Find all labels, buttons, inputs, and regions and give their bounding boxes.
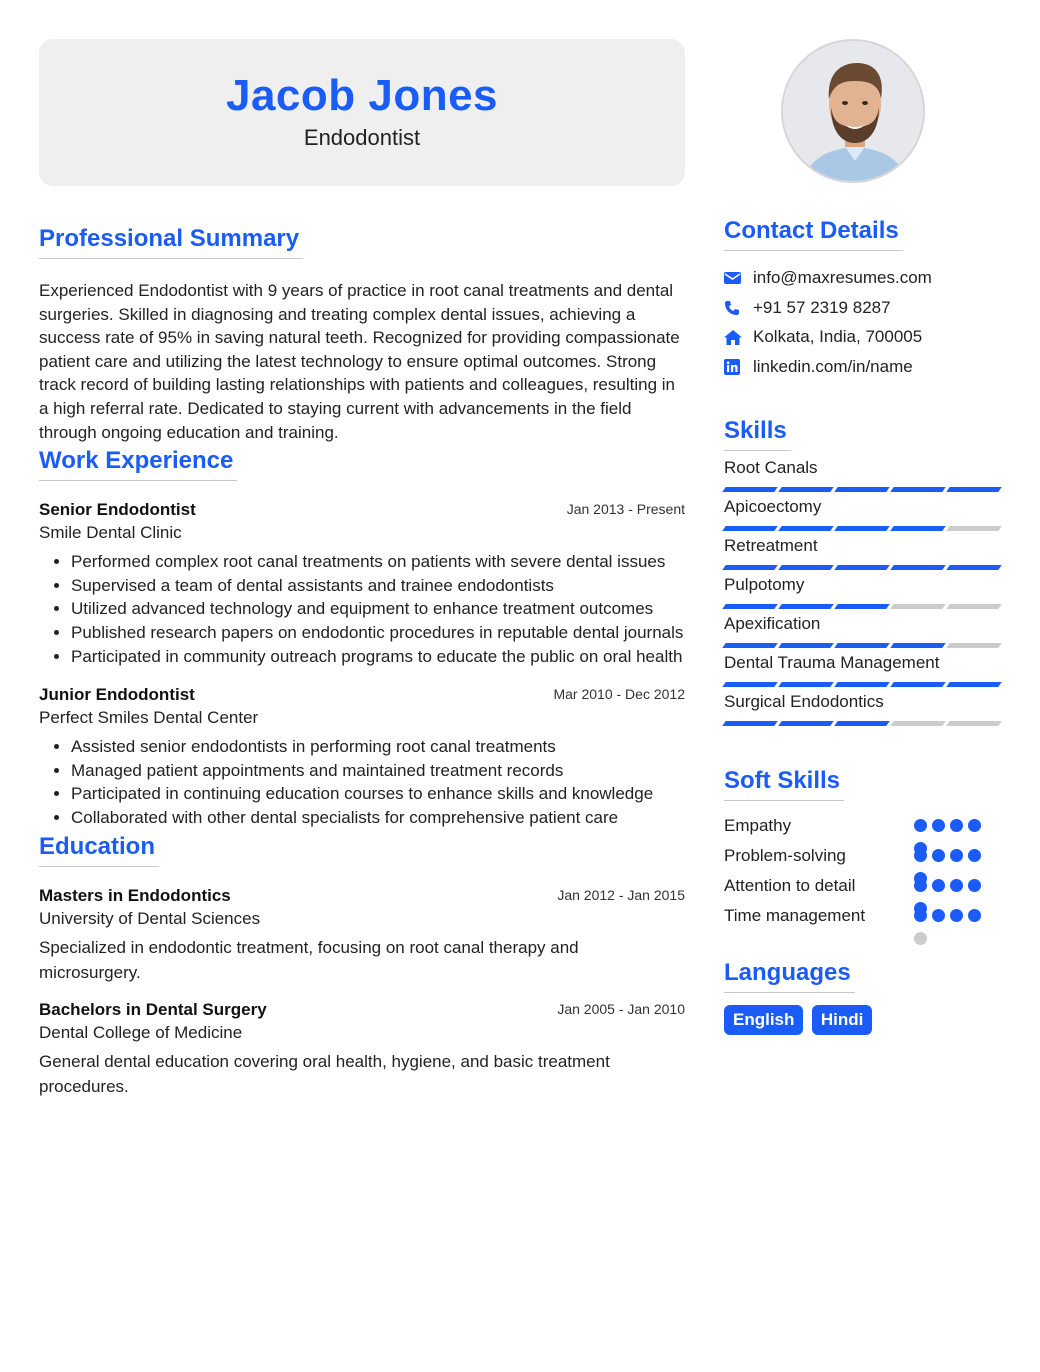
- education-heading: Education: [39, 833, 159, 867]
- contact-linkedin: [724, 352, 1004, 382]
- skill-level-segment: [778, 487, 834, 492]
- skill-level-segment: [834, 643, 890, 648]
- soft-skill-dot: [950, 849, 963, 862]
- job-company: Perfect Smiles Dental Center: [39, 708, 259, 728]
- contact-email: [724, 263, 1004, 293]
- language-pill: Hindi: [812, 1005, 873, 1035]
- phone-icon: [724, 300, 753, 316]
- soft-skill-name: Problem-solving: [724, 846, 846, 865]
- job-bullet: • Participated in continuing education courses to enhance skills and knowledge: [71, 782, 685, 806]
- soft-skill-dot: [968, 849, 981, 862]
- soft-skill-dot: [914, 932, 927, 945]
- skill-level-bars: [724, 526, 1004, 531]
- skill-level-segment: [778, 643, 834, 648]
- languages-heading: Languages: [724, 959, 855, 993]
- job-bullet: • Published research papers on endodontic procedures in reputable dental journals: [71, 621, 685, 645]
- skill-level-segment: [946, 604, 1002, 609]
- skill-item: [724, 613, 1004, 648]
- soft-skill-dot: [950, 879, 963, 892]
- soft-skill-dot: [914, 909, 927, 922]
- education-entry: [39, 999, 685, 1099]
- skill-item: [724, 457, 1004, 492]
- skill-level-segment: [946, 682, 1002, 687]
- soft-skill-item: [724, 875, 1004, 905]
- skill-level-bars: [724, 487, 1004, 492]
- skill-level-bars: [724, 721, 1004, 726]
- skill-level-segment: [834, 487, 890, 492]
- skill-level-segment: [890, 604, 946, 609]
- job-bullet: • Performed complex root canal treatments on patients with severe dental issues: [71, 550, 685, 574]
- language-pill: English: [724, 1005, 803, 1035]
- summary-text: Experienced Endodontist with 9 years of practice in root canal treatments and dental surgeries. Skilled in diagnosing and treating complex dental issues, achieving a success rate of 95% in saving natural teeth. Recognized for providing compassionate patient care and utilizing the latest technology to ensure optimal outcomes. Strong track record of building lasting relationships with patients and colleagues, resulting in a high referral rate. Dedicated to staying current with advancements in the field through ongoing education and training.: [39, 281, 680, 442]
- skill-level-segment: [890, 643, 946, 648]
- summary-heading: Professional Summary: [39, 225, 303, 259]
- skill-level-segment: [722, 487, 778, 492]
- skill-name: Surgical Endodontics: [724, 692, 884, 711]
- job-bullet: • Assisted senior endodontists in performing root canal treatments: [71, 735, 685, 759]
- job-entry: [39, 499, 685, 668]
- skill-name: Dental Trauma Management: [724, 653, 940, 672]
- education-description: Specialized in endodontic treatment, focusing on root canal therapy and microsurgery.: [39, 937, 579, 982]
- education-entry: [39, 885, 685, 985]
- soft-skill-dot: [968, 909, 981, 922]
- email-icon: [724, 271, 753, 285]
- skill-level-segment: [834, 721, 890, 726]
- skills-heading: Skills: [724, 417, 791, 451]
- soft-skill-dot: [950, 909, 963, 922]
- skill-level-segment: [890, 487, 946, 492]
- contact-phone: [724, 293, 1004, 323]
- skills-section: [724, 417, 1004, 730]
- profile-photo-illustration: [783, 41, 925, 183]
- soft-skill-dot: [932, 819, 945, 832]
- skills-list: [724, 457, 1004, 726]
- soft-skill-dot: [932, 909, 945, 922]
- soft-skill-dot: [968, 879, 981, 892]
- skill-level-segment: [890, 721, 946, 726]
- linkedin-icon: [724, 359, 753, 375]
- skill-level-segment: [778, 604, 834, 609]
- soft-skills-list: [724, 815, 1004, 935]
- contact-linkedin-text[interactable]: linkedin.com/in/name: [753, 356, 913, 376]
- degree: Masters in Endodontics: [39, 885, 231, 905]
- soft-skills-heading: Soft Skills: [724, 767, 844, 801]
- school: Dental College of Medicine: [39, 1022, 243, 1042]
- skill-level-segment: [722, 526, 778, 531]
- soft-skill-item: [724, 905, 1004, 935]
- soft-skill-dot: [932, 879, 945, 892]
- skill-level-segment: [946, 565, 1002, 570]
- skill-level-segment: [722, 682, 778, 687]
- skill-level-segment: [722, 721, 778, 726]
- job-bullets: [39, 735, 685, 829]
- contact-phone-text[interactable]: +91 57 2319 8287: [753, 297, 891, 317]
- soft-skill-item: [724, 845, 1004, 875]
- skill-item: [724, 652, 1004, 687]
- skill-name: Pulpotomy: [724, 575, 805, 594]
- experience-heading: Work Experience: [39, 447, 237, 481]
- soft-skill-dot: [950, 819, 963, 832]
- soft-skills-section: [724, 767, 1004, 935]
- contact-section: [724, 217, 1004, 382]
- job-bullets: [39, 550, 685, 668]
- soft-skill-name: Time management: [724, 906, 866, 925]
- skill-name: Retreatment: [724, 536, 818, 555]
- skill-level-segment: [834, 526, 890, 531]
- skill-level-segment: [946, 721, 1002, 726]
- soft-skill-dot: [914, 879, 927, 892]
- skill-level-segment: [834, 604, 890, 609]
- candidate-name: Jacob Jones: [225, 71, 499, 120]
- skill-level-bars: [724, 682, 1004, 687]
- skill-name: Root Canals: [724, 458, 818, 477]
- skill-level-segment: [778, 526, 834, 531]
- skill-item: [724, 691, 1004, 726]
- job-company: Smile Dental Clinic: [39, 523, 182, 543]
- languages-section: [724, 959, 1004, 1035]
- skill-item: [724, 535, 1004, 570]
- contact-email-text[interactable]: info@maxresumes.com: [753, 267, 932, 287]
- job-bullet: • Utilized advanced technology and equipment to enhance treatment outcomes: [71, 597, 685, 621]
- skill-name: Apicoectomy: [724, 497, 822, 516]
- home-icon: [724, 330, 753, 345]
- job-date: Mar 2010 - Dec 2012: [553, 686, 685, 703]
- skill-level-bars: [724, 565, 1004, 570]
- skill-level-segment: [722, 565, 778, 570]
- skill-level-bars: [724, 643, 1004, 648]
- left-column: [39, 39, 685, 1099]
- school: University of Dental Sciences: [39, 908, 261, 928]
- skill-level-segment: [834, 565, 890, 570]
- skill-name: Apexification: [724, 614, 821, 633]
- degree: Bachelors in Dental Surgery: [39, 999, 267, 1019]
- skill-item: [724, 574, 1004, 609]
- skill-level-segment: [946, 487, 1002, 492]
- job-title: Junior Endodontist: [39, 685, 195, 705]
- skill-level-segment: [778, 682, 834, 687]
- soft-skill-item: [724, 815, 1004, 845]
- soft-skill-dot: [914, 819, 927, 832]
- job-bullet: • Managed patient appointments and maintained treatment records: [71, 759, 685, 783]
- skill-level-segment: [722, 604, 778, 609]
- skill-level-segment: [890, 526, 946, 531]
- languages-list: [724, 1005, 1004, 1035]
- job-bullet: • Participated in community outreach programs to educate the public on oral health: [71, 645, 685, 669]
- education-date: Jan 2005 - Jan 2010: [557, 1000, 685, 1017]
- soft-skill-dot: [968, 819, 981, 832]
- soft-skill-dot: [914, 849, 927, 862]
- education-description: General dental education covering oral health, hygiene, and basic treatment procedures.: [39, 1051, 610, 1096]
- contact-heading: Contact Details: [724, 217, 903, 251]
- candidate-title: Endodontist: [303, 125, 421, 150]
- education-date: Jan 2012 - Jan 2015: [557, 886, 685, 903]
- summary-section: [39, 225, 685, 444]
- soft-skill-name: Empathy: [724, 816, 792, 835]
- skill-level-segment: [890, 682, 946, 687]
- job-title: Senior Endodontist: [39, 500, 196, 520]
- header-box: [39, 39, 685, 186]
- skill-level-segment: [834, 682, 890, 687]
- skill-level-segment: [778, 721, 834, 726]
- job-bullet: • Collaborated with other dental specialists for comprehensive patient care: [71, 806, 685, 830]
- education-section: [39, 833, 685, 1099]
- job-date: Jan 2013 - Present: [566, 501, 685, 518]
- skill-item: [724, 496, 1004, 531]
- job-bullet: • Supervised a team of dental assistants and trainee endodontists: [71, 574, 685, 598]
- skill-level-segment: [890, 565, 946, 570]
- experience-section: [39, 447, 685, 829]
- skill-level-segment: [946, 526, 1002, 531]
- job-entry: [39, 684, 685, 829]
- skill-level-segment: [722, 643, 778, 648]
- contact-address: [724, 322, 1004, 352]
- skill-level-segment: [946, 643, 1002, 648]
- soft-skill-name: Attention to detail: [724, 876, 856, 895]
- skill-level-segment: [778, 565, 834, 570]
- profile-photo: [781, 39, 925, 183]
- skill-level-bars: [724, 604, 1004, 609]
- contact-address-text: Kolkata, India, 700005: [753, 327, 923, 347]
- soft-skill-dot: [932, 849, 945, 862]
